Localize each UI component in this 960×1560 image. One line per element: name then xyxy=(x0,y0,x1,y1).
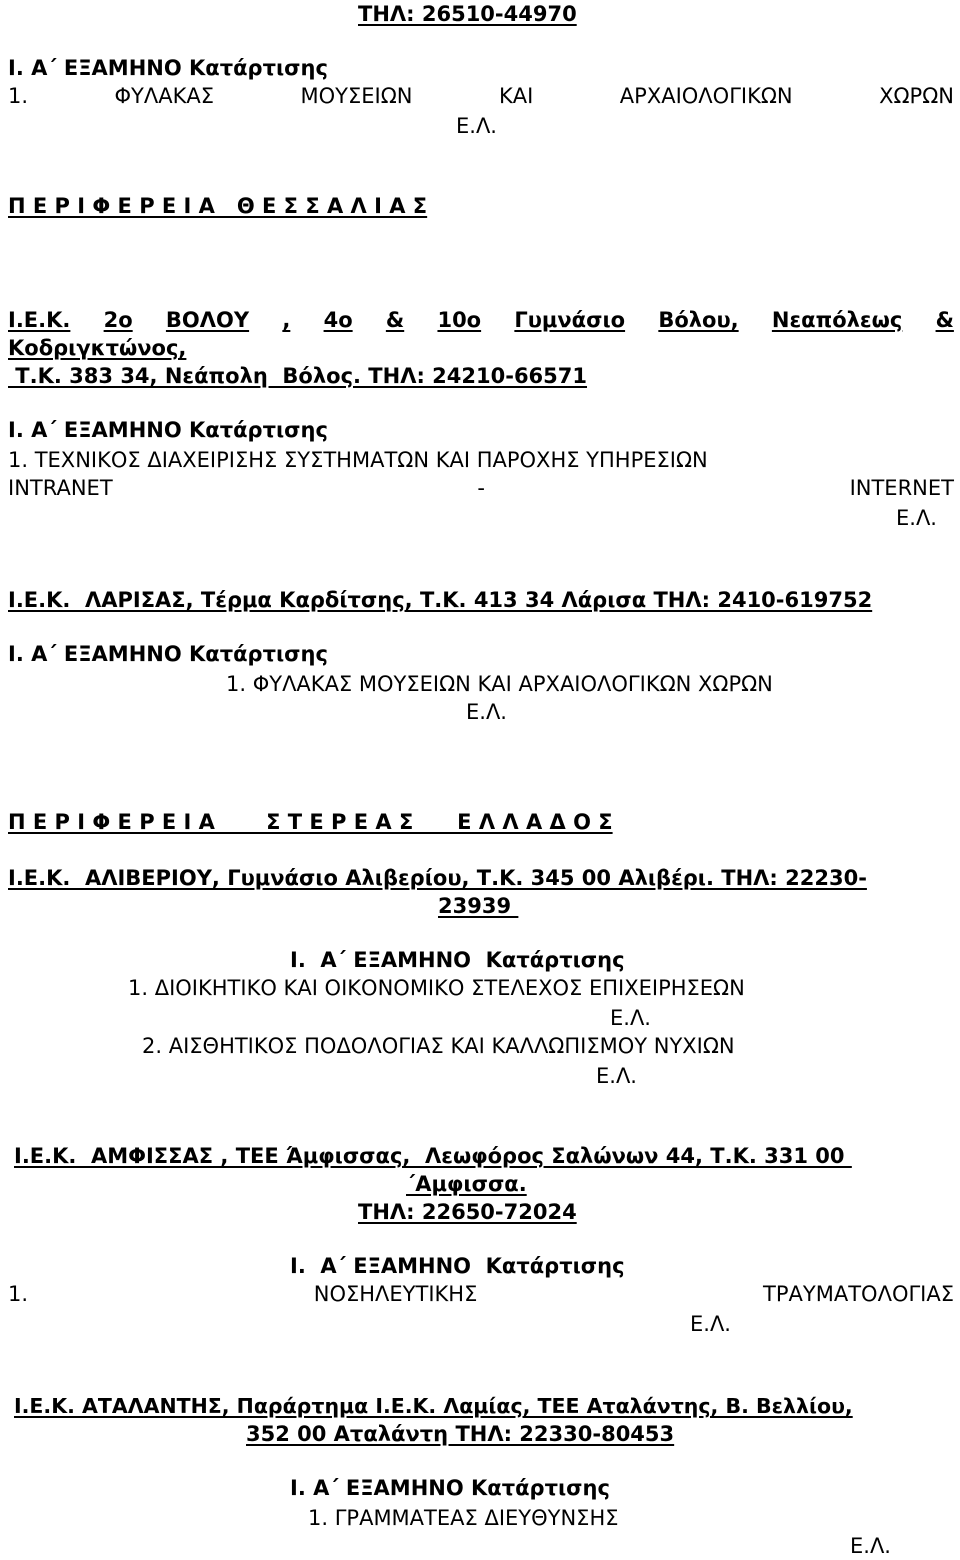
course-suffix: Ε.Λ. xyxy=(610,1006,651,1030)
title-word: Ι.Ε.Κ. xyxy=(8,308,71,332)
course-suffix: Ε.Λ. xyxy=(456,114,497,138)
course-suffix: Ε.Λ. xyxy=(850,1534,891,1558)
iek-volos-address: Τ.Κ. 383 34, Νεάπολη Βόλος. ΤΗΛ: 24210-66571 xyxy=(8,364,588,388)
semester-heading: Ι. Α΄ ΕΞΑΜΗΝΟ Κατάρτισης xyxy=(290,1476,610,1500)
iek-atalanti-title: Ι.Ε.Κ. ΑΤΑΛΑΝΤΗΣ, Παράρτημα Ι.Ε.Κ. Λαμίας, ΤΕΕ Αταλάντης, Β. Βελλίου, xyxy=(14,1394,853,1418)
course-word: INTRANET xyxy=(8,476,113,500)
semester-heading: Ι. Α΄ ΕΞΑΜΗΝΟ Κατάρτισης xyxy=(290,948,625,972)
iek-aliveri-title: Ι.Ε.Κ. ΑΛΙΒΕΡΙΟΥ, Γυμνάσιο Αλιβερίου, Τ.Κ. 345 00 Αλιβέρι. ΤΗΛ: 22230- xyxy=(8,866,867,890)
top-phone: ΤΗΛ: 26510-44970 xyxy=(358,2,577,26)
semester-heading: Ι. Α΄ ΕΞΑΜΗΝΟ Κατάρτισης xyxy=(8,642,328,666)
course-suffix: Ε.Λ. xyxy=(596,1064,637,1088)
course-number: 1. xyxy=(8,84,29,108)
course-line: 1. ΓΡΑΜΜΑΤΕΑΣ ΔΙΕΥΘΥΝΣΗΣ xyxy=(308,1506,619,1530)
course-line xyxy=(8,1280,954,1308)
iek-atalanti-title-line2: 352 00 Αταλάντη ΤΗΛ: 22330-80453 xyxy=(246,1422,675,1446)
title-word: , xyxy=(282,308,291,332)
title-word: 2ο xyxy=(103,308,133,332)
title-word: Νεαπόλεως xyxy=(771,308,903,332)
course-word: ΝΟΣΗΛΕΥΤΙΚΗΣ xyxy=(313,1282,478,1306)
course-number: 1. xyxy=(8,1282,29,1306)
course-word: ΜΟΥΣΕΙΩΝ xyxy=(300,84,413,108)
region-heading-sterea: Π Ε Ρ Ι Φ Ε Ρ Ε Ι Α Σ Τ Ε Ρ Ε Α Σ Ε Λ Λ Α Δ Ο Σ xyxy=(8,810,613,834)
course-word: INTERNET xyxy=(849,476,954,500)
title-word: & xyxy=(385,308,405,332)
semester-heading: Ι. Α΄ ΕΞΑΜΗΝΟ Κατάρτισης xyxy=(8,418,328,442)
semester-heading: Ι. Α΄ ΕΞΑΜΗΝΟ Κατάρτισης xyxy=(290,1254,625,1278)
iek-amfissa-title: Ι.Ε.Κ. ΑΜΦΙΣΣΑΣ , ΤΕΕ Άμφισσας, Λεωφόρος Σαλώνων 44, Τ.Κ. 331 00 xyxy=(14,1144,852,1168)
course-suffix: Ε.Λ. xyxy=(466,700,507,724)
course-word: ΦΥΛΑΚΑΣ xyxy=(114,84,215,108)
course-line xyxy=(8,82,954,110)
semester-heading: Ι. Α΄ ΕΞΑΜΗΝΟ Κατάρτισης xyxy=(8,56,328,80)
title-word: & xyxy=(935,308,954,332)
iek-amfissa-phone: ΤΗΛ: 22650-72024 xyxy=(358,1200,577,1224)
title-word: 10ο xyxy=(437,308,482,332)
title-word: Βόλου, xyxy=(658,308,739,332)
iek-volos-title-line2: Κοδριγκτώνος, xyxy=(8,336,187,360)
iek-volos-title xyxy=(8,306,954,334)
iek-amfissa-title-line2: ΄Αμφισσα. xyxy=(406,1172,527,1196)
course-suffix: Ε.Λ. xyxy=(896,506,937,530)
course-dash: - xyxy=(477,476,485,500)
course-line: 1. ΔΙΟΙΚΗΤΙΚΟ ΚΑΙ ΟΙΚΟΝΟΜΙΚΟ ΣΤΕΛΕΧΟΣ ΕΠΙΧΕΙΡΗΣΕΩΝ xyxy=(128,976,745,1000)
course-word: ΤΡΑΥΜΑΤΟΛΟΓΙΑΣ xyxy=(763,1282,954,1306)
title-word: Γυμνάσιο xyxy=(514,308,626,332)
course-word: ΚΑΙ xyxy=(498,84,534,108)
course-line: 2. ΑΙΣΘΗΤΙΚΟΣ ΠΟΔΟΛΟΓΙΑΣ ΚΑΙ ΚΑΛΛΩΠΙΣΜΟΥ ΝΥΧΙΩΝ xyxy=(142,1034,735,1058)
course-line: 1. ΦΥΛΑΚΑΣ ΜΟΥΣΕΙΩΝ ΚΑΙ ΑΡΧΑΙΟΛΟΓΙΚΩΝ ΧΩΡΩΝ xyxy=(226,672,773,696)
region-heading-thessaly: Π Ε Ρ Ι Φ Ε Ρ Ε Ι Α Θ Ε Σ Σ Α Λ Ι Α Σ xyxy=(8,194,428,218)
course-word: ΧΩΡΩΝ xyxy=(879,84,954,108)
course-word: ΑΡΧΑΙΟΛΟΓΙΚΩΝ xyxy=(619,84,793,108)
title-word: ΒΟΛΟΥ xyxy=(165,308,250,332)
iek-larisa-title: Ι.Ε.Κ. ΛΑΡΙΣΑΣ, Τέρμα Καρδίτσης, Τ.Κ. 413 34 Λάρισα ΤΗΛ: 2410-619752 xyxy=(8,588,873,612)
course-line: 1. ΤΕΧΝΙΚΟΣ ΔΙΑΧΕΙΡΙΣΗΣ ΣΥΣΤΗΜΑΤΩΝ ΚΑΙ ΠΑΡΟΧΗΣ ΥΠΗΡΕΣΙΩΝ xyxy=(8,448,708,472)
course-line-continued xyxy=(8,474,954,502)
course-suffix: Ε.Λ. xyxy=(690,1312,731,1336)
iek-aliveri-title-line2: 23939 xyxy=(438,894,519,918)
title-word: 4ο xyxy=(323,308,353,332)
